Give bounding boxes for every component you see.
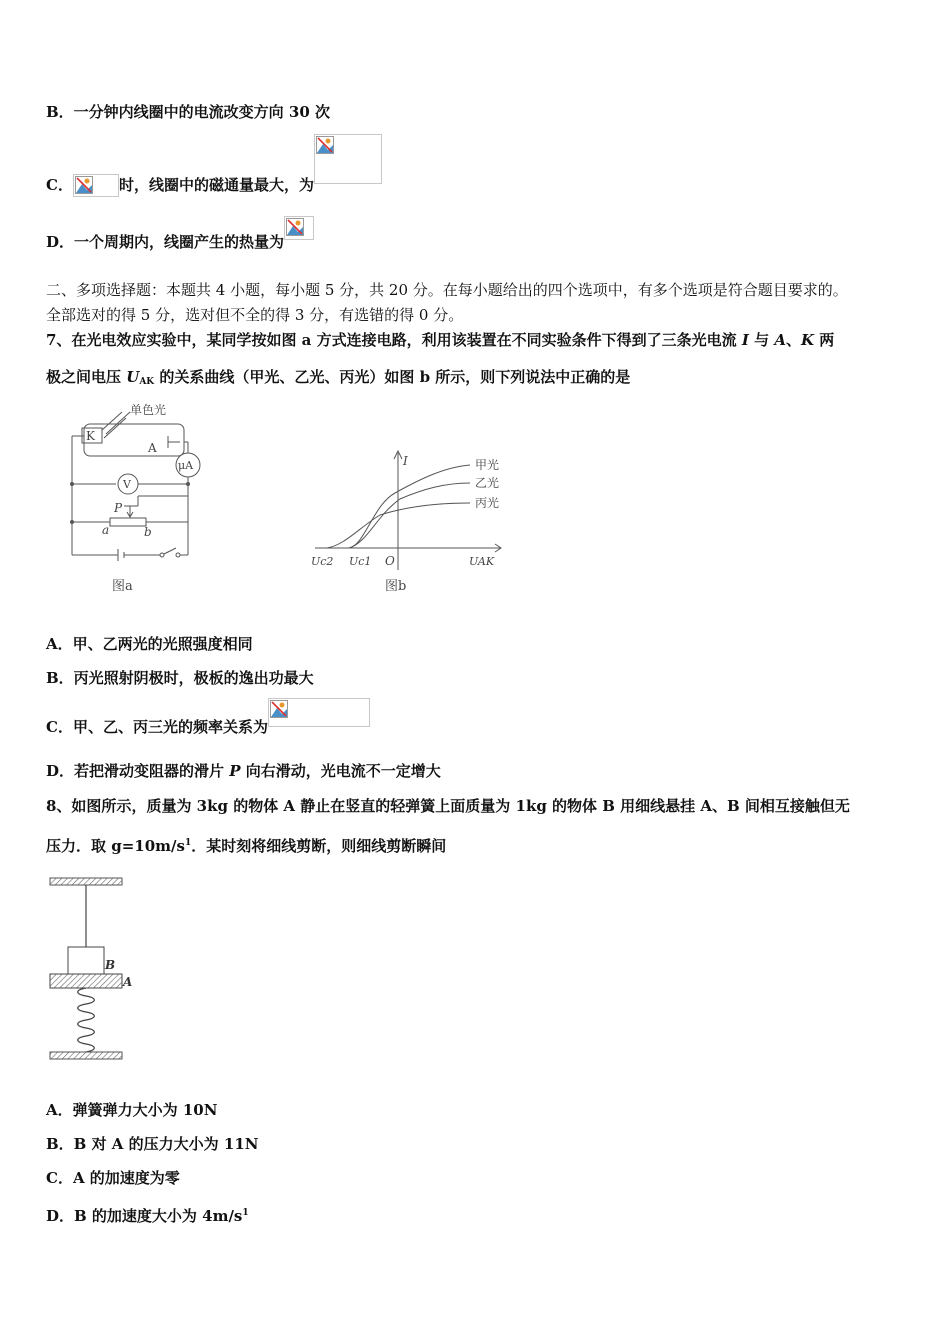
formula-image-placeholder xyxy=(284,216,314,240)
q7-option-d-text: 向右滑动，光电流不一定增大 xyxy=(240,762,441,780)
formula-image-placeholder xyxy=(314,134,382,184)
rheostat xyxy=(110,518,146,526)
q6-option-d-text: D．一个周期内，线圈产生的热量为 xyxy=(46,233,285,251)
broken-image-icon xyxy=(286,218,304,236)
light-ray xyxy=(104,418,126,438)
q7-symbol-i: I xyxy=(741,331,749,349)
section-2-scoring: 全部选对的得 5 分，选对但不全的得 3 分，有选错的得 0 分。 xyxy=(46,306,464,324)
q7-stem-text: 7、在光电效应实验中，某同学按如图 a 方式连接电路，利用该装置在不同实验条件下得到了三条光电流 xyxy=(46,331,742,349)
q8-option-d xyxy=(46,1203,249,1226)
light-ray xyxy=(102,412,122,430)
q7-stem-text: 的关系曲线（甲光、乙光、丙光）如图 b 所示，则下列说法中正确的是 xyxy=(154,368,631,386)
q7-option-c-text: C．甲、乙、丙三光的频率关系为 xyxy=(46,717,268,736)
label-uc1: Uc1 xyxy=(349,555,372,568)
curve-jia xyxy=(349,465,470,548)
q7-option-d xyxy=(46,761,441,781)
block-b xyxy=(68,947,104,974)
q8-superscript: 1 xyxy=(242,1208,249,1218)
q7-stem-text: 两 xyxy=(814,331,835,349)
q8-option-c: C．A 的加速度为零 xyxy=(46,1169,180,1187)
q6-option-c-text: 时，线圈中的磁通量最大，为 xyxy=(118,176,314,194)
label-bing: 丙光 xyxy=(475,496,500,510)
formula-image-placeholder xyxy=(73,174,119,197)
label-monochromatic-light: 单色光 xyxy=(130,403,167,417)
q8-superscript: 1 xyxy=(184,838,192,848)
q8-stem-line1: 8、如图所示，质量为 3kg 的物体 A 静止在竖直的轻弹簧上面质量为 1kg 的物体 B 用细线悬挂 A、B 间相互接触但无 xyxy=(46,797,850,815)
block-a xyxy=(50,974,122,988)
curve-yi xyxy=(349,483,470,548)
label-i-axis: I xyxy=(403,454,408,468)
q7-option-b: B．丙光照射阴极时，极板的逸出功最大 xyxy=(46,669,314,687)
label-block-b: B xyxy=(105,958,116,972)
q8-option-d-text: D．B 的加速度大小为 4m/s xyxy=(46,1207,243,1225)
q8-stem-text: 压力．取 g=10m/s xyxy=(46,837,185,855)
label-uc2: Uc2 xyxy=(311,555,334,568)
q6-option-c-prefix: C． xyxy=(46,176,73,194)
phototube xyxy=(84,424,184,456)
q7-stem-line1 xyxy=(46,330,834,350)
switch xyxy=(160,553,164,557)
q8-stem-text: ．某时刻将细线剪断，则细线剪断瞬间 xyxy=(191,837,447,855)
figure-spring-blocks xyxy=(45,872,140,1067)
label-p: P xyxy=(114,501,123,515)
figure-a-circuit xyxy=(60,400,220,600)
label-origin: O xyxy=(385,554,395,568)
broken-image-icon xyxy=(316,136,334,154)
label-a: A xyxy=(148,441,157,455)
broken-image-icon xyxy=(270,700,288,718)
q7-stem-text: 与 xyxy=(748,331,775,349)
figure-b-caption: 图b xyxy=(385,579,407,594)
q7-option-a: A．甲、乙两光的光照强度相同 xyxy=(46,635,253,653)
q6-option-b: B．一分钟内线圈中的电流改变方向 30 次 xyxy=(46,103,330,121)
label-jia: 甲光 xyxy=(475,458,500,472)
q7-option-c xyxy=(46,698,370,736)
ceiling xyxy=(50,878,122,885)
label-uak: UAK xyxy=(469,555,495,568)
figure-a-caption: 图a xyxy=(112,579,133,594)
broken-image-icon xyxy=(75,176,93,194)
q7-stem-text: 、 xyxy=(785,331,801,349)
q6-option-d xyxy=(46,216,314,251)
q8-option-b: B．B 对 A 的压力大小为 11N xyxy=(46,1135,259,1153)
label-block-a: A xyxy=(123,975,133,989)
q7-option-d-text: D．若把滑动变阻器的滑片 xyxy=(46,762,230,780)
q8-option-a: A．弹簧弹力大小为 10N xyxy=(46,1101,218,1119)
formula-image-placeholder xyxy=(268,698,370,727)
q7-stem-text: 极之间电压 xyxy=(46,368,127,386)
label-k: K xyxy=(86,429,95,443)
q7-symbol-p: P xyxy=(229,762,241,780)
label-b-end: b xyxy=(144,525,152,539)
label-yi: 乙光 xyxy=(475,476,500,490)
q7-stem-line2 xyxy=(46,367,630,392)
label-microammeter: μA xyxy=(178,459,194,472)
q7-symbol-u: U xyxy=(126,368,140,386)
q6-option-c xyxy=(46,134,382,194)
floor xyxy=(50,1052,122,1059)
label-voltmeter: V xyxy=(123,478,131,491)
q7-symbol-k: K xyxy=(800,331,815,349)
q7-symbol-u-subscript: AK xyxy=(139,377,155,387)
spring xyxy=(78,988,95,1052)
q8-stem-line2 xyxy=(46,833,446,856)
label-a-end: a xyxy=(102,523,110,537)
q7-symbol-a: A xyxy=(774,331,786,349)
section-2-heading: 二、多项选择题：本题共 4 小题，每小题 5 分，共 20 分。在每小题给出的四个选项中，有多个选项是符合题目要求的。 xyxy=(46,281,848,299)
figure-b-iv-curves xyxy=(305,445,535,600)
